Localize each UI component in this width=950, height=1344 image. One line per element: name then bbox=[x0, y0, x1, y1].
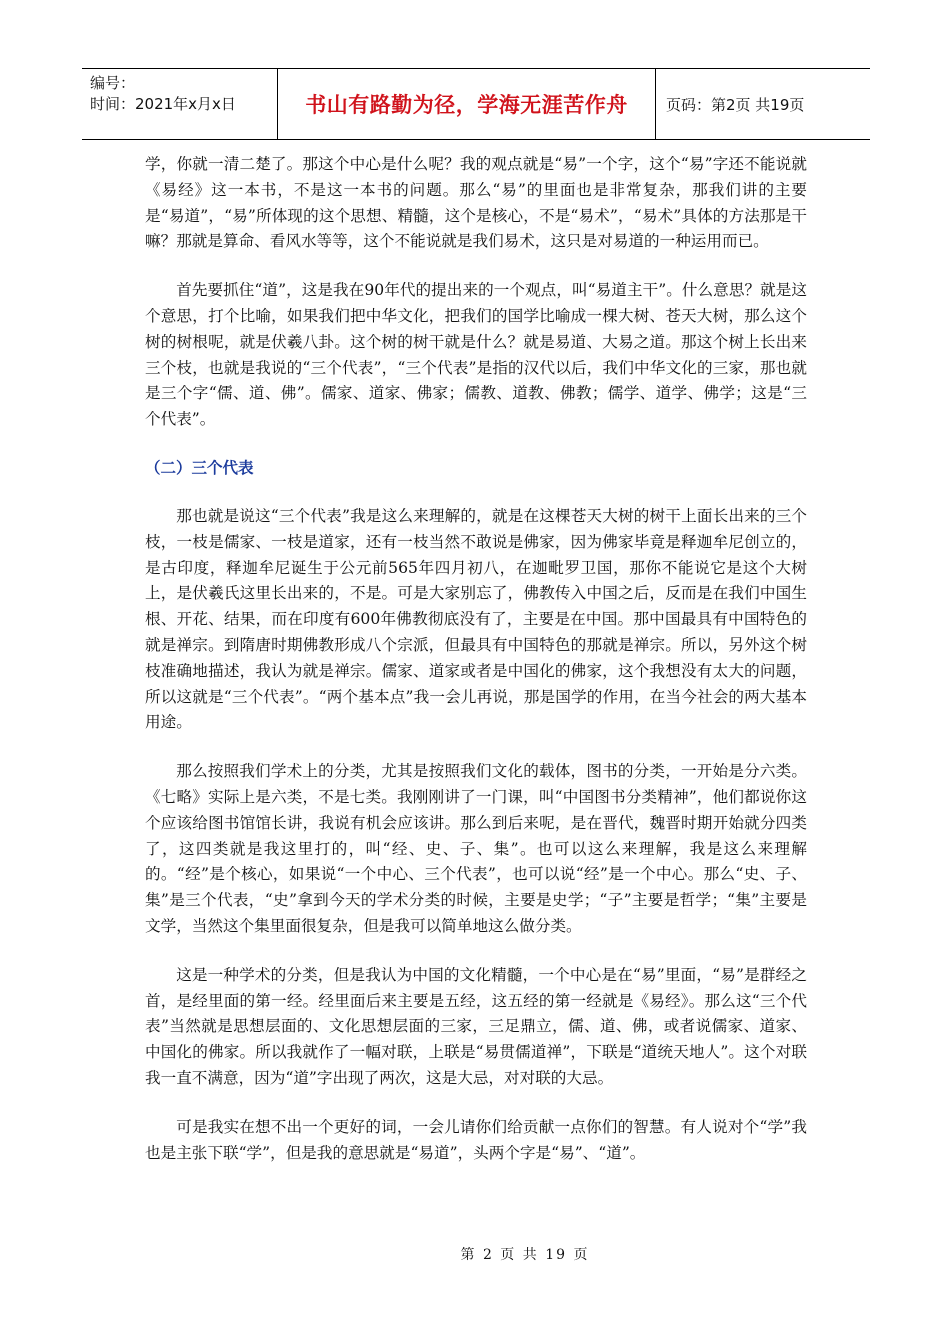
header-motto: 书山有路勤为径，学海无涯苦作舟 bbox=[278, 69, 656, 139]
paragraph: 那么按照我们学术上的分类，尤其是按照我们文化的载体，图书的分类，一开始是分六类。《七略》实际上是六类，不是七类。我刚刚讲了一门课，叫“中国图书分类精神”，他们都说你这个应该给图书馆馆长讲，我说有机会应该讲。那么到后来呢，是在晋代，魏晋时期开始就分四类了，这四类就是我这里打的，叫“经、史、子、集”。也可以这么来理解，我是这么来理解的。“经”是个核心，如果说“一个中心、三个代表”，也可以说“经”是一个中心。那么“史、子、集”是三个代表，“史”拿到今天的学术分类的时候，主要是史学；“子”主要是哲学；“集”主要是文学，当然这个集里面很复杂，但是我可以简单地这么做分类。 bbox=[145, 762, 807, 935]
page-header bbox=[82, 68, 870, 140]
paragraph: 学，你就一清二楚了。那这个中心是什么呢？我的观点就是“易”一个字，这个“易”字还不能说就《易经》这一本书，不是这一本书的问题。那么“易”的里面也是非常复杂，那我们讲的主要是“易道”，“易”所体现的这个思想、精髓，这个是核心，不是“易术”，“易术”具体的方法那是干嘛？那就是算命、看风水等等，这个不能说就是我们易术，这只是对易道的一种运用而已。 bbox=[145, 155, 807, 251]
number-label: 编号： bbox=[90, 74, 136, 92]
header-meta bbox=[82, 69, 278, 139]
time-label: 时间：2021年x月x日 bbox=[90, 95, 236, 113]
document-body bbox=[145, 152, 807, 1189]
paragraph: 那也就是说这“三个代表”我是这么来理解的，就是在这棵苍天大树的树干上面长出来的三个枝，一枝是儒家、一枝是道家，还有一枝当然不敢说是佛家，因为佛家毕竟是释迦牟尼创立的，是古印度，释迦牟尼诞生于公元前565年四月初八，在迦毗罗卫国，那你不能说它是这个大树上，是伏羲氏这里长出来的，不是。可是大家别忘了，佛教传入中国之后，反而是在我们中国生根、开花、结果，而在印度有600年佛教彻底没有了，主要是在中国。那中国最具有中国特色的就是禅宗。到隋唐时期佛教形成八个宗派，但最具有中国特色的那就是禅宗。所以，另外这个树枝准确地描述，我认为就是禅宗。儒家、道家或者是中国化的佛家，这个我想没有太大的问题，所以这就是“三个代表”。“两个基本点”我一会儿再说，那是国学的作用，在当今社会的两大基本用途。 bbox=[145, 506, 807, 732]
paragraph: 这是一种学术的分类，但是我认为中国的文化精髓，一个中心是在“易”里面，“易”是群经之首，是经里面的第一经。经里面后来主要是五经，这五经的第一经就是《易经》。那么这“三个代表”当然就是思想层面的、文化思想层面的三家，三足鼎立，儒、道、佛，或者说儒家、道家、中国化的佛家。所以我就作了一幅对联，上联是“易贯儒道禅”，下联是“道统天地人”。这个对联我一直不满意，因为“道”字出现了两次，这是大忌，对对联的大忌。 bbox=[145, 965, 807, 1087]
header-page-info: 页码：第2页 共19页 bbox=[666, 95, 805, 114]
paragraph: 首先要抓住“道”，这是我在90年代的提出来的一个观点，叫“易道主干”。什么意思？就是这个意思，打个比喻，如果我们把中华文化，把我们的国学比喻成一棵大树、苍天大树，那么这个树的树根呢，就是伏羲八卦。这个树的树干就是什么？就是易道、大易之道。那这个树上长出来三个枝，也就是我说的“三个代表”，“三个代表”是指的汉代以后，我们中华文化的三家，那也就是三个字“儒、道、佛”。儒家、道家、佛家；儒教、道教、佛教；儒学、道学、佛学；这是“三个代表”。 bbox=[145, 281, 807, 429]
section-heading: （二）三个代表 bbox=[145, 458, 254, 477]
page-footer: 第 2 页 共 19 页 bbox=[460, 1247, 590, 1263]
paragraph: 可是我实在想不出一个更好的词，一会儿请你们给贡献一点你们的智慧。有人说对个“学”我也是主张下联“学”，但是我的意思就是“易道”，头两个字是“易”、“道”。 bbox=[145, 1117, 807, 1162]
